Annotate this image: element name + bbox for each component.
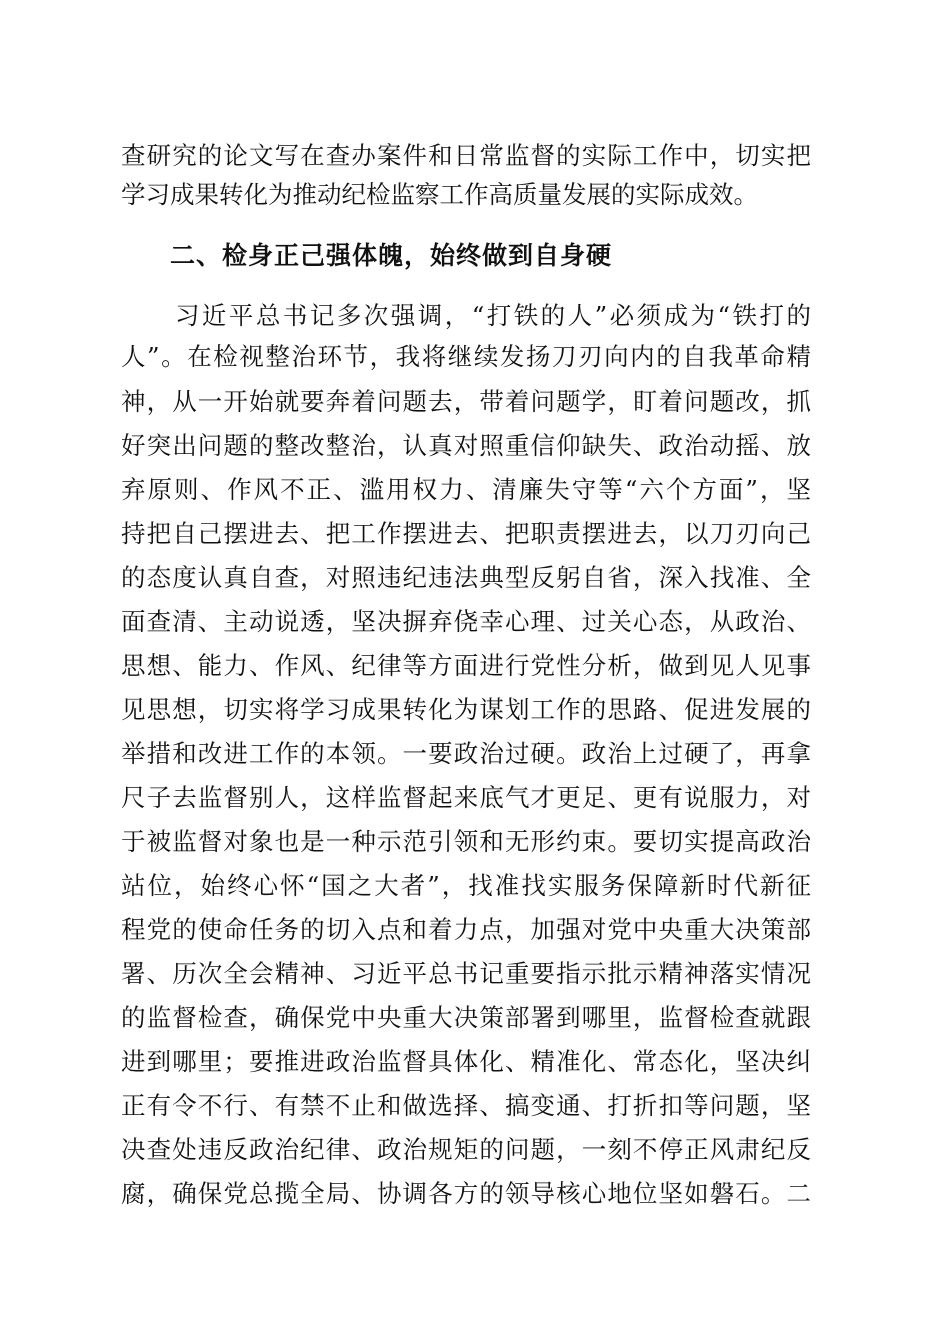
paragraph-2-line-2: 人”。在检视整治环节，我将继续发扬刀刃向内的自我革命精 <box>121 342 811 371</box>
paragraph-2-line-5: 弃原则、作风不正、滥用权力、清廉失守等“六个方面”，坚 <box>121 475 811 504</box>
paragraph-1-line-1: 查研究的论文写在查办案件和日常监督的实际工作中，切实把 <box>121 141 811 170</box>
paragraph-2-line-17: 的监督检查，确保党中央重大决策部署到哪里，监督检查就跟 <box>121 1003 811 1032</box>
paragraph-2-line-13: 于被监督对象也是一种示范引领和无形约束。要切实提高政治 <box>121 827 811 856</box>
paragraph-2-line-9: 思想、能力、作风、纪律等方面进行党性分析，做到见人见事 <box>121 651 811 680</box>
paragraph-2-line-3: 神，从一开始就要奔着问题去，带着问题学，盯着问题改，抓 <box>121 387 811 416</box>
paragraph-2-line-12: 尺子去监督别人，这样监督起来底气才更足、更有说服力，对 <box>121 783 811 812</box>
paragraph-2-line-8: 面查清、主动说透，坚决摒弃侥幸心理、过关心态，从政治、 <box>121 607 811 636</box>
paragraph-2-line-6: 持把自己摆进去、把工作摆进去、把职责摆进去，以刀刃向己 <box>121 519 811 548</box>
paragraph-2-line-21: 腐，确保党总揽全局、协调各方的领导核心地位坚如磐石。二 <box>121 1179 811 1208</box>
paragraph-2-line-16: 署、历次全会精神、习近平总书记重要指示批示精神落实情况 <box>121 959 811 988</box>
paragraph-1-line-2: 学习成果转化为推动纪检监察工作高质量发展的实际成效。 <box>121 180 758 209</box>
paragraph-2-line-11: 举措和改进工作的本领。一要政治过硬。政治上过硬了，再拿 <box>121 739 811 768</box>
paragraph-2-line-18: 进到哪里；要推进政治监督具体化、精准化、常态化，坚决纠 <box>121 1047 811 1076</box>
section-heading: 二、检身正己强体魄，始终做到自身硬 <box>170 241 613 270</box>
paragraph-2-line-7: 的态度认真自查，对照违纪违法典型反躬自省，深入找准、全 <box>121 563 811 592</box>
paragraph-2-line-1: 习近平总书记多次强调，“打铁的人”必须成为“铁打的 <box>121 301 811 330</box>
paragraph-2-line-4: 好突出问题的整改整治，认真对照重信仰缺失、政治动摇、放 <box>121 431 811 460</box>
paragraph-2-line-14: 站位，始终心怀“国之大者”，找准找实服务保障新时代新征 <box>121 871 811 900</box>
paragraph-2-line-20: 决查处违反政治纪律、政治规矩的问题，一刻不停正风肃纪反 <box>121 1135 811 1164</box>
paragraph-2-line-10: 见思想，切实将学习成果转化为谋划工作的思路、促进发展的 <box>121 695 811 724</box>
paragraph-2-line-15: 程党的使命任务的切入点和着力点，加强对党中央重大决策部 <box>121 915 811 944</box>
paragraph-2-line-19: 正有令不行、有禁不止和做选择、搞变通、打折扣等问题，坚 <box>121 1091 811 1120</box>
